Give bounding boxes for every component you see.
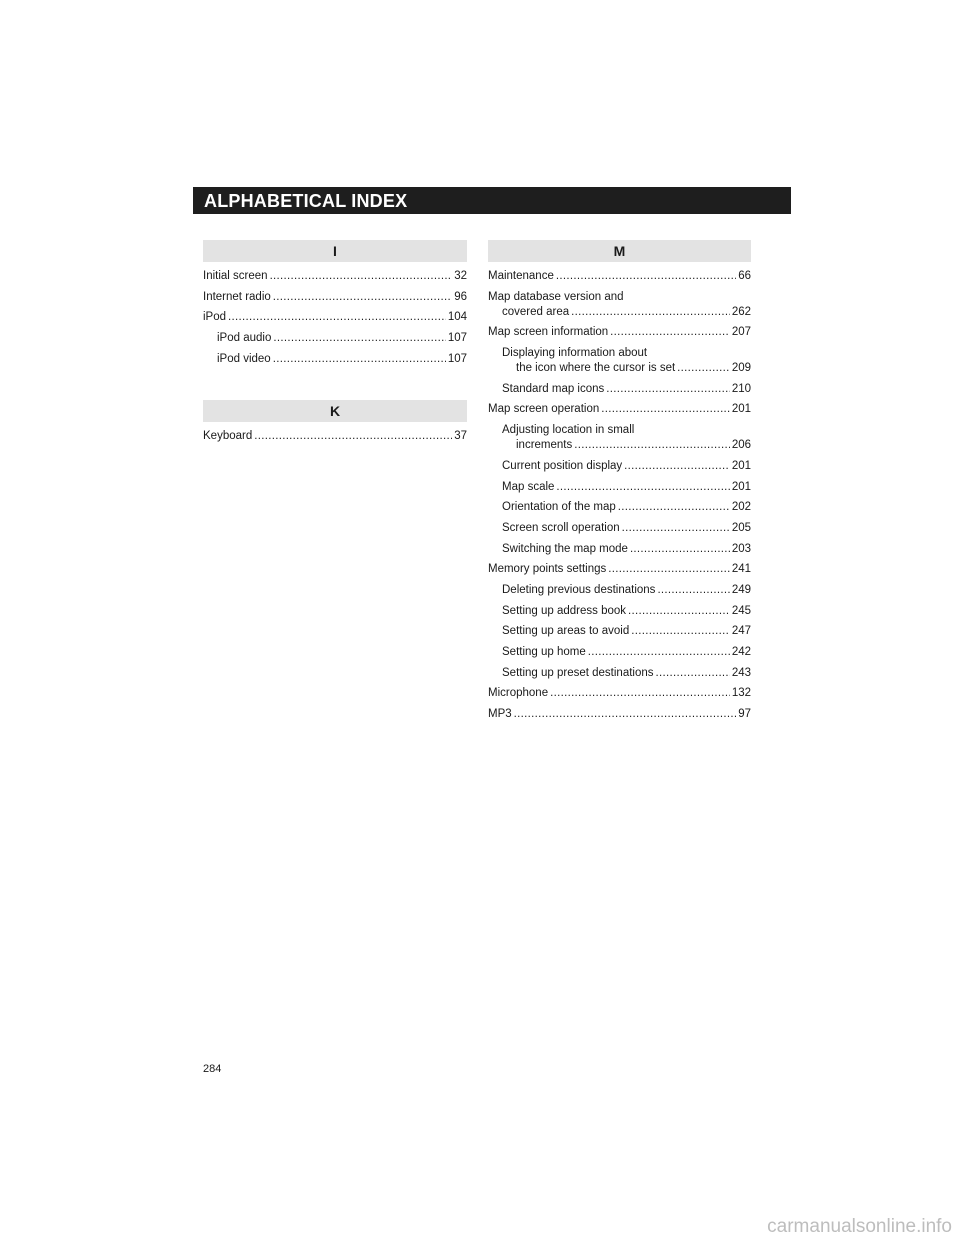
dot-leader (228, 311, 446, 324)
entry-page: 207 (731, 326, 751, 339)
index-entry-deleting-previous-destinations (488, 584, 751, 597)
entry-page: 209 (731, 362, 751, 375)
entry-label-line2: the icon where the cursor is set (516, 362, 676, 375)
dot-leader (656, 667, 730, 680)
section-letter-i: I (203, 240, 467, 262)
entry-label: Setting up address book (502, 604, 627, 617)
entry-page: 206 (731, 439, 751, 452)
entry-label: Map screen information (488, 326, 609, 339)
entry-page: 201 (731, 480, 751, 493)
dot-leader (571, 306, 730, 319)
index-entry-ipod-audio (203, 332, 467, 345)
entry-page: 247 (731, 625, 751, 638)
entry-page: 262 (731, 305, 751, 318)
entry-page: 37 (454, 430, 467, 443)
entry-page: 249 (731, 583, 751, 596)
page-number: 284 (203, 1063, 222, 1075)
dot-leader (574, 439, 730, 452)
entry-page: 205 (731, 521, 751, 534)
entry-page: 104 (447, 311, 467, 324)
entry-label-line1: Displaying information about (502, 347, 648, 360)
index-entry-setting-up-areas-to-avoid (488, 625, 751, 638)
entry-label: Keyboard (203, 430, 253, 443)
index-entry-standard-map-icons (488, 383, 751, 396)
section-letter-m: M (488, 240, 751, 262)
page-title: ALPHABETICAL INDEX (204, 191, 408, 211)
dot-leader (270, 270, 453, 283)
index-entry-microphone (488, 687, 751, 700)
entry-label-line1: Map database version and (488, 290, 624, 303)
entry-label: Setting up home (502, 646, 586, 658)
section-letter-k: K (203, 400, 467, 422)
index-entry-adjusting-location (488, 424, 751, 452)
entry-label: Deleting previous destinations (502, 583, 656, 596)
dot-leader (254, 430, 452, 443)
index-entry-keyboard (203, 430, 467, 443)
index-entry-maintenance (488, 270, 751, 283)
entry-label: Internet radio (203, 290, 271, 303)
index-entry-switching-the-map-mode (488, 543, 751, 556)
entry-page: 96 (454, 290, 467, 303)
index-entry-setting-up-home (488, 646, 751, 659)
dot-leader (628, 605, 730, 618)
index-entry-ipod (203, 311, 467, 324)
dot-leader (514, 708, 737, 721)
entry-label: iPod video (217, 352, 271, 365)
dot-leader (556, 270, 736, 283)
entry-page: 203 (731, 542, 751, 555)
entry-page: 210 (731, 382, 751, 395)
index-column-left (203, 240, 467, 451)
entry-label: Orientation of the map (502, 501, 616, 514)
dot-leader (608, 563, 730, 576)
entry-page: 201 (731, 403, 751, 416)
entry-label: Setting up preset destinations (502, 666, 654, 679)
entry-page: 107 (447, 352, 467, 365)
entry-label: Switching the map mode (502, 542, 628, 555)
entry-page: 97 (738, 708, 751, 721)
dot-leader (630, 543, 730, 556)
index-entry-mp3 (488, 708, 751, 721)
section-spacer (203, 373, 467, 400)
entry-label-line2: increments (516, 439, 573, 452)
section-i-entries (203, 270, 467, 366)
entry-label: Microphone (488, 687, 549, 700)
index-entry-orientation-of-the-map (488, 501, 751, 514)
index-entry-ipod-video (203, 353, 467, 366)
index-entry-setting-up-address-book (488, 605, 751, 618)
entry-label: Maintenance (488, 270, 554, 282)
dot-leader (657, 584, 729, 597)
section-k-entries (203, 430, 467, 443)
index-column-right (488, 240, 751, 729)
dot-leader (624, 460, 730, 473)
dot-leader (677, 362, 730, 375)
entry-page: 243 (731, 666, 751, 679)
entry-label: Current position display (502, 459, 623, 472)
entry-label: MP3 (488, 708, 512, 721)
entry-page: 245 (731, 604, 751, 617)
entry-label: Initial screen (203, 270, 268, 282)
watermark: carmanualsonline.info (767, 1216, 952, 1237)
entry-page: 132 (731, 687, 751, 700)
entry-label: Map screen operation (488, 403, 600, 416)
dot-leader (273, 291, 452, 304)
index-entry-internet-radio (203, 291, 467, 304)
entry-label-line2: covered area (502, 305, 570, 318)
dot-leader (556, 481, 729, 494)
index-entry-initial-screen (203, 270, 467, 283)
index-entry-map-database (488, 291, 751, 319)
entry-line2 (502, 362, 751, 375)
entry-label: iPod audio (217, 332, 272, 345)
dot-leader (550, 687, 730, 700)
entry-line2 (502, 439, 751, 452)
section-m-entries (488, 270, 751, 721)
entry-label: Map scale (502, 480, 555, 493)
entry-page: 242 (731, 646, 751, 658)
entry-label: Standard map icons (502, 382, 605, 395)
dot-leader (273, 332, 445, 345)
dot-leader (610, 326, 730, 339)
entry-label-line1: Adjusting location in small (502, 424, 635, 437)
index-entry-map-scale (488, 481, 751, 494)
entry-label: Screen scroll operation (502, 521, 620, 534)
dot-leader (618, 501, 730, 514)
entry-page: 107 (447, 332, 467, 345)
entry-page: 66 (738, 270, 751, 282)
entry-page: 201 (731, 459, 751, 472)
entry-page: 241 (731, 563, 751, 576)
dot-leader (601, 403, 730, 416)
entry-label: iPod (203, 311, 227, 324)
index-entry-setting-up-preset-destinations (488, 667, 751, 680)
dot-leader (606, 383, 730, 396)
dot-leader (273, 353, 446, 366)
index-entry-map-screen-operation (488, 403, 751, 416)
index-entry-displaying-information (488, 347, 751, 375)
index-entry-screen-scroll-operation (488, 522, 751, 535)
entry-label: Setting up areas to avoid (502, 625, 630, 638)
index-entry-current-position-display (488, 460, 751, 473)
dot-leader (622, 522, 730, 535)
entry-line2 (488, 306, 751, 319)
entry-label: Memory points settings (488, 563, 607, 576)
index-entry-memory-points-settings (488, 563, 751, 576)
dot-leader (588, 646, 730, 659)
dot-leader (631, 625, 730, 638)
entry-page: 32 (454, 270, 467, 282)
index-header-bar (193, 187, 791, 214)
index-entry-map-screen-information (488, 326, 751, 339)
entry-page: 202 (731, 501, 751, 514)
